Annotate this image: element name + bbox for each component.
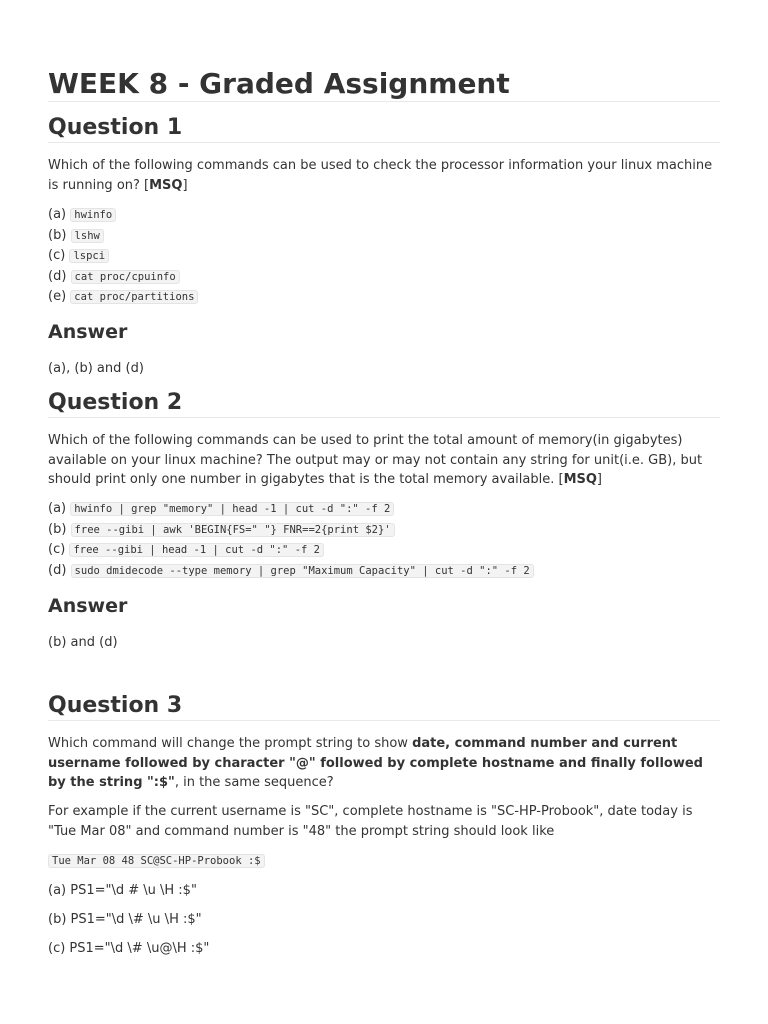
msq-tag: MSQ <box>563 472 597 487</box>
q2-option-d: (d) sudo dmidecode --type memory | grep "Maximum Capacity" | cut -d ":" -f 2 <box>48 561 534 582</box>
question-3-emphasis: date, command number and current username followed by character "@" followed by complete hostname and finally followed by the string ":$" <box>48 736 703 790</box>
q3-option-c: (c) PS1="\d \# \u@\H :$" <box>48 941 210 956</box>
q3-option-b: (b) PS1="\d \# \u \H :$" <box>48 912 202 927</box>
q1-option-e: (e) cat proc/partitions <box>48 287 198 308</box>
option-code: hwinfo <box>70 208 116 222</box>
q1-option-b: (b) lshw <box>48 226 104 247</box>
q3-option-a: (a) PS1="\d # \u \H :$" <box>48 883 197 898</box>
option-code: cat proc/cpuinfo <box>71 270 180 284</box>
option-code: sudo dmidecode --type memory | grep "Maximum Capacity" | cut -d ":" -f 2 <box>71 564 534 578</box>
question-3-text: Which command will change the prompt string to show date, command number and current username followed by character "@" followed by complete hostname and finally followed by the string ":$", in the same sequence? <box>48 736 703 790</box>
q1-answer: (a), (b) and (d) <box>48 361 144 376</box>
question-1-heading: Question 1 <box>48 114 720 143</box>
q2-option-a: (a) hwinfo | grep "memory" | head -1 | cut -d ":" -f 2 <box>48 499 394 520</box>
msq-tag: MSQ <box>149 177 183 193</box>
q1-option-a: (a) hwinfo <box>48 205 116 226</box>
q1-option-d: (d) cat proc/cpuinfo <box>48 267 180 288</box>
q2-answer: (b) and (d) <box>48 635 118 650</box>
question-2-heading: Question 2 <box>48 389 720 418</box>
question-3-example: For example if the current username is "SC", complete hostname is "SC-HP-Probook", date today is "Tue Mar 08" and command number is "48" the prompt string should look like <box>48 804 693 839</box>
q2-option-b: (b) free --gibi | awk 'BEGIN{FS=" "} FNR==2{print $2}' <box>48 520 395 541</box>
option-code: lshw <box>71 229 104 243</box>
q2-option-c: (c) free --gibi | head -1 | cut -d ":" -f 2 <box>48 540 324 561</box>
question-1-text: Which of the following commands can be used to check the processor information your linux machine is running on? [MSQ] <box>48 158 713 193</box>
page-title: WEEK 8 - Graded Assignment <box>48 67 720 102</box>
question-2-text: Which of the following commands can be used to print the total amount of memory(in gigabytes) available on your linux machine? The output may or may not contain any string for unit(i.e. GB), but should print only one number in gigabytes that is the total memory available. [MSQ] <box>48 433 703 487</box>
option-code: free --gibi | awk 'BEGIN{FS=" "} FNR==2{print $2}' <box>71 523 395 537</box>
example-prompt <box>48 851 265 872</box>
example-prompt-code: Tue Mar 08 48 SC@SC-HP-Probook :$ <box>48 854 265 868</box>
question-3-heading: Question 3 <box>48 692 720 721</box>
option-code: hwinfo | grep "memory" | head -1 | cut -d ":" -f 2 <box>70 502 394 516</box>
q1-option-c: (c) lspci <box>48 246 109 267</box>
option-code: lspci <box>69 249 109 263</box>
option-code: free --gibi | head -1 | cut -d ":" -f 2 <box>69 543 324 557</box>
q2-answer-heading: Answer <box>48 595 128 617</box>
option-code: cat proc/partitions <box>70 290 198 304</box>
q1-answer-heading: Answer <box>48 321 128 343</box>
